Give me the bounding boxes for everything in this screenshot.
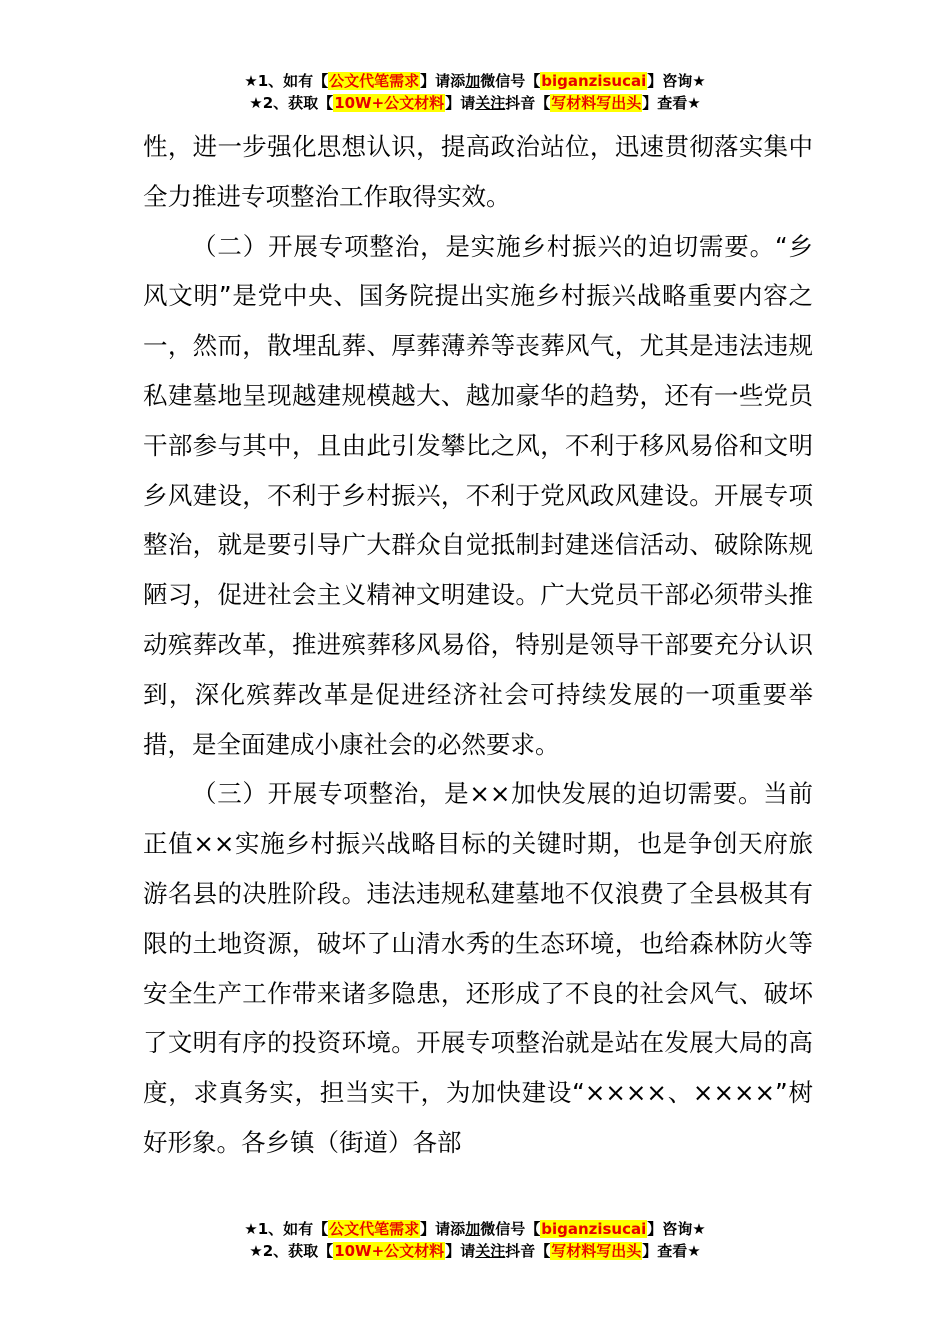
- banner-underlined: 加: [465, 1220, 481, 1238]
- banner-underlined: 关注: [475, 94, 506, 112]
- banner-text: 】查看★: [642, 1242, 701, 1260]
- banner-text: 】请添: [420, 1220, 466, 1238]
- banner-highlight: 写材料写出头: [551, 1242, 642, 1260]
- banner-text: 】请: [445, 94, 476, 112]
- banner-highlight: 写材料写出头: [551, 94, 642, 112]
- banner-highlight: 10W+公文材料: [334, 1242, 445, 1260]
- banner-text: 微信号【: [480, 1220, 541, 1238]
- banner-text: 抖音【: [505, 1242, 551, 1260]
- banner-text: ★2、获取【: [249, 94, 334, 112]
- document-body: [143, 122, 813, 1168]
- banner-text: ★1、如有【: [244, 72, 329, 90]
- banner-text: ★1、如有【: [244, 1220, 329, 1238]
- banner-line-1: [0, 70, 950, 92]
- banner-line-2: [0, 92, 950, 114]
- banner-highlight: biganzisucai: [541, 1220, 647, 1238]
- banner-text: 】请添: [420, 72, 466, 90]
- banner-highlight: 公文代笔需求: [329, 1220, 420, 1238]
- banner-underlined: 加: [465, 72, 481, 90]
- banner-text: 】查看★: [642, 94, 701, 112]
- header-banner: [0, 70, 950, 114]
- banner-text: 】请: [445, 1242, 476, 1260]
- banner-underlined: 关注: [475, 1242, 506, 1260]
- banner-text: 】咨询★: [647, 72, 706, 90]
- banner-text: 】咨询★: [647, 1220, 706, 1238]
- banner-line-1: [0, 1218, 950, 1240]
- banner-line-2: [0, 1240, 950, 1262]
- banner-text: 抖音【: [505, 94, 551, 112]
- footer-banner: [0, 1218, 950, 1262]
- paragraph-2: （二）开展专项整治，是实施乡村振兴的迫切需要。“乡风文明”是党中央、国务院提出实施乡村振兴战略重要内容之一，然而，散埋乱葬、厚葬薄养等丧葬风气，尤其是违法违规私建墓地呈现越建规模越大、越加豪华的趋势，还有一些党员干部参与其中，且由此引发攀比之风，不利于移风易俗和文明乡风建设，不利于乡村振兴，不利于党风政风建设。开展专项整治，就是要引导广大群众自觉抵制封建迷信活动、破除陈规陋习，促进社会主义精神文明建设。广大党员干部必须带头推动殡葬改革，推进殡葬移风易俗，特别是领导干部要充分认识到，深化殡葬改革是促进经济社会可持续发展的一项重要举措，是全面建成小康社会的必然要求。: [143, 231, 813, 759]
- paragraph-1: 性，进一步强化思想认识，提高政治站位，迅速贯彻落实集中全力推进专项整治工作取得实效。: [143, 132, 813, 211]
- banner-highlight: 公文代笔需求: [329, 72, 420, 90]
- banner-highlight: biganzisucai: [541, 72, 647, 90]
- paragraph-3: （三）开展专项整治，是××加快发展的迫切需要。当前正值××实施乡村振兴战略目标的关键时期，也是争创天府旅游名县的决胜阶段。违法违规私建墓地不仅浪费了全县极其有限的土地资源，破坏了山清水秀的生态环境，也给森林防火等安全生产工作带来诸多隐患，还形成了不良的社会风气、破坏了文明有序的投资环境。开展专项整治就是站在发展大局的高度，求真务实，担当实干，为加快建设“××××、××××”树好形象。各乡镇（街道）各部: [143, 779, 813, 1157]
- banner-text: ★2、获取【: [249, 1242, 334, 1260]
- banner-text: 微信号【: [480, 72, 541, 90]
- banner-highlight: 10W+公文材料: [334, 94, 445, 112]
